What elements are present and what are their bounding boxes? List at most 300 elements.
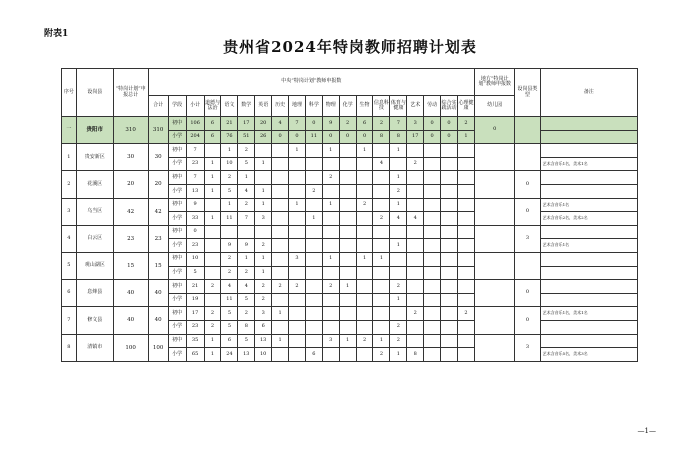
- row-subject-count: [305, 225, 322, 239]
- row-plan-total: 40: [113, 280, 148, 307]
- row-subject-count: [373, 307, 390, 321]
- row-subject-count: [289, 239, 306, 253]
- row-subject-count: [322, 320, 339, 334]
- row-subject-count: 7: [238, 212, 255, 226]
- row-subject-count: [457, 293, 474, 307]
- row-remark: [540, 171, 637, 185]
- row-subject-count: 1: [272, 307, 289, 321]
- row-subject-count: 4: [238, 184, 255, 198]
- row-subject-count: [339, 225, 356, 239]
- row-sum-total: 40: [148, 280, 168, 307]
- row-subject-count: [305, 280, 322, 294]
- row-subject-count: 2: [322, 280, 339, 294]
- row-kindergarten: [475, 144, 515, 171]
- row-subject-count: [305, 157, 322, 171]
- row-subject-count: [407, 184, 424, 198]
- row-subject-count: [356, 212, 373, 226]
- header-subject: 英语: [255, 96, 272, 117]
- row-stage: 初中: [168, 307, 186, 321]
- row-subject-count: 6: [204, 130, 221, 144]
- row-subject-count: 1: [238, 252, 255, 266]
- row-subject-count: [424, 320, 441, 334]
- row-subject-count: [441, 239, 458, 253]
- row-subject-count: [339, 171, 356, 185]
- row-subject-count: 2: [204, 280, 221, 294]
- row-stage: 初中: [168, 144, 186, 158]
- row-subject-count: [441, 171, 458, 185]
- row-subject-count: 3: [407, 117, 424, 131]
- row-post-type: [515, 117, 540, 144]
- row-county: 贵阳市: [76, 117, 113, 144]
- row-subject-count: [457, 252, 474, 266]
- row-subject-count: [407, 198, 424, 212]
- row-kindergarten: [475, 198, 515, 225]
- row-subject-count: [322, 184, 339, 198]
- row-subject-count: 2: [221, 171, 238, 185]
- recruitment-plan-table: [61, 68, 638, 362]
- row-subject-count: [339, 212, 356, 226]
- row-subject-count: [373, 280, 390, 294]
- row-subject-count: 1: [204, 171, 221, 185]
- row-subject-count: [356, 348, 373, 362]
- row-seq: 2: [62, 171, 77, 198]
- row-subject-count: 9: [238, 239, 255, 253]
- row-seq: 1: [62, 144, 77, 171]
- row-kindergarten: [475, 307, 515, 334]
- row-subject-count: 2: [255, 293, 272, 307]
- row-subject-count: [424, 144, 441, 158]
- row-remark: [540, 334, 637, 348]
- row-subject-count: [457, 157, 474, 171]
- row-subject-count: [339, 293, 356, 307]
- row-subject-count: [390, 266, 407, 280]
- row-subject-count: 1: [390, 293, 407, 307]
- row-subject-count: [289, 225, 306, 239]
- row-remark: [540, 320, 637, 334]
- row-subject-count: [407, 334, 424, 348]
- row-subject-count: 6: [204, 117, 221, 131]
- header-school-stage: 学段: [168, 96, 186, 117]
- row-subject-count: 1: [390, 171, 407, 185]
- row-remark: [540, 280, 637, 294]
- row-subject-count: 5: [238, 293, 255, 307]
- row-subject-count: [373, 198, 390, 212]
- header-subject: 劳动: [424, 96, 441, 117]
- row-subject-count: 1: [339, 280, 356, 294]
- table-row: [62, 334, 638, 348]
- row-subtotal: 10: [186, 252, 204, 266]
- row-subject-count: [441, 348, 458, 362]
- row-subject-count: [424, 334, 441, 348]
- row-subject-count: 10: [221, 157, 238, 171]
- row-subject-count: [457, 320, 474, 334]
- row-subject-count: 1: [204, 334, 221, 348]
- table-row: [62, 280, 638, 294]
- row-subject-count: [407, 252, 424, 266]
- row-subject-count: 11: [221, 212, 238, 226]
- row-subject-count: [441, 307, 458, 321]
- row-subject-count: [204, 225, 221, 239]
- row-subject-count: 1: [255, 198, 272, 212]
- row-subject-count: [356, 280, 373, 294]
- row-subject-count: [339, 320, 356, 334]
- row-stage: 初中: [168, 280, 186, 294]
- row-plan-total: 100: [113, 334, 148, 361]
- row-subject-count: [457, 212, 474, 226]
- row-subject-count: [407, 171, 424, 185]
- row-subject-count: [272, 198, 289, 212]
- row-county: 清镇市: [76, 334, 113, 361]
- row-subject-count: [356, 171, 373, 185]
- row-subject-count: [356, 184, 373, 198]
- row-subject-count: [289, 348, 306, 362]
- row-kindergarten: [475, 171, 515, 198]
- header-subject: 数学: [238, 96, 255, 117]
- header-subject: 体育与健康: [390, 96, 407, 117]
- row-subject-count: [305, 320, 322, 334]
- row-subject-count: 1: [373, 252, 390, 266]
- row-subject-count: [339, 157, 356, 171]
- document-title: 贵州省2024年特岗教师招聘计划表: [223, 38, 477, 56]
- row-subject-count: 1: [339, 334, 356, 348]
- table-row: [62, 198, 638, 212]
- row-subject-count: 2: [356, 334, 373, 348]
- row-subtotal: 21: [186, 280, 204, 294]
- row-subject-count: 1: [255, 266, 272, 280]
- row-subject-count: [204, 198, 221, 212]
- row-remark: 艺术含音乐1名: [540, 198, 637, 212]
- row-subject-count: 17: [238, 117, 255, 131]
- row-county: 息烽县: [76, 280, 113, 307]
- row-remark: [540, 184, 637, 198]
- header-subject: 语文: [221, 96, 238, 117]
- row-subject-count: [424, 280, 441, 294]
- row-stage: 初中: [168, 252, 186, 266]
- row-subject-count: 8: [373, 130, 390, 144]
- row-kindergarten: [475, 252, 515, 279]
- row-subject-count: 3: [255, 307, 272, 321]
- row-subject-count: 2: [457, 117, 474, 131]
- row-subtotal: 17: [186, 307, 204, 321]
- row-subject-count: [457, 334, 474, 348]
- row-subject-count: [424, 239, 441, 253]
- row-subject-count: [457, 280, 474, 294]
- row-sum-total: 23: [148, 225, 168, 252]
- header-subject: 化学: [339, 96, 356, 117]
- row-subject-count: 51: [238, 130, 255, 144]
- row-remark: 艺术含音乐1名: [540, 239, 637, 253]
- row-subject-count: [289, 334, 306, 348]
- row-subject-count: [441, 252, 458, 266]
- row-subtotal: 35: [186, 334, 204, 348]
- row-subject-count: 26: [255, 130, 272, 144]
- row-subject-count: 1: [204, 348, 221, 362]
- row-subject-count: 6: [255, 320, 272, 334]
- row-subject-count: 2: [457, 307, 474, 321]
- header-subject: 物理: [322, 96, 339, 117]
- row-subtotal: 204: [186, 130, 204, 144]
- row-subject-count: [322, 293, 339, 307]
- header-subject: 综合实践活动: [441, 96, 458, 117]
- row-stage: 小学: [168, 239, 186, 253]
- row-subject-count: 7: [289, 117, 306, 131]
- row-remark: [540, 130, 637, 144]
- header-central-group: 中央“特岗计划”教师申报数: [148, 69, 475, 96]
- row-subject-count: [441, 320, 458, 334]
- row-subject-count: 2: [221, 266, 238, 280]
- row-subject-count: 0: [356, 130, 373, 144]
- row-subject-count: 2: [373, 212, 390, 226]
- row-subject-count: [272, 184, 289, 198]
- row-subtotal: 65: [186, 348, 204, 362]
- row-subject-count: 1: [255, 157, 272, 171]
- row-subject-count: [322, 266, 339, 280]
- row-subject-count: [441, 266, 458, 280]
- row-subject-count: 0: [272, 130, 289, 144]
- row-subject-count: 9: [322, 117, 339, 131]
- row-sum-total: 42: [148, 198, 168, 225]
- row-subject-count: 2: [373, 348, 390, 362]
- row-subject-count: [356, 157, 373, 171]
- row-subject-count: [272, 293, 289, 307]
- row-stage: 初中: [168, 334, 186, 348]
- row-subject-count: 2: [356, 198, 373, 212]
- row-subject-count: 11: [305, 130, 322, 144]
- row-subject-count: [407, 266, 424, 280]
- row-subject-count: 11: [221, 293, 238, 307]
- row-county: 乌当区: [76, 198, 113, 225]
- table-row: [62, 144, 638, 158]
- row-subject-count: [373, 239, 390, 253]
- row-subject-count: 1: [322, 198, 339, 212]
- row-kindergarten: [475, 334, 515, 361]
- row-subject-count: 4: [238, 280, 255, 294]
- row-subject-count: 3: [322, 334, 339, 348]
- row-subject-count: 1: [373, 334, 390, 348]
- header-subject: 道德与法治: [204, 96, 221, 117]
- row-subject-count: [305, 171, 322, 185]
- row-post-type: [515, 144, 540, 171]
- row-subject-count: 1: [289, 144, 306, 158]
- row-subject-count: 1: [457, 130, 474, 144]
- row-subject-count: [390, 157, 407, 171]
- row-subtotal: 5: [186, 266, 204, 280]
- row-subject-count: [255, 171, 272, 185]
- row-subtotal: 23: [186, 239, 204, 253]
- row-subject-count: [441, 280, 458, 294]
- table-row: [62, 307, 638, 321]
- row-subject-count: 4: [407, 212, 424, 226]
- row-subject-count: [339, 252, 356, 266]
- row-subject-count: 5: [221, 320, 238, 334]
- row-subject-count: 3: [289, 252, 306, 266]
- row-subject-count: [457, 198, 474, 212]
- row-subject-count: 5: [221, 307, 238, 321]
- header-subject: 心理健康: [457, 96, 474, 117]
- row-subject-count: [407, 225, 424, 239]
- row-kindergarten: [475, 225, 515, 252]
- header-subject: 艺术: [407, 96, 424, 117]
- header-seq: 序号: [62, 69, 77, 117]
- row-subject-count: [424, 307, 441, 321]
- row-subject-count: 2: [289, 280, 306, 294]
- row-stage: 小学: [168, 348, 186, 362]
- row-subject-count: 1: [221, 144, 238, 158]
- row-subject-count: 4: [373, 157, 390, 171]
- row-subject-count: 1: [204, 157, 221, 171]
- row-subject-count: [424, 171, 441, 185]
- row-subject-count: 2: [390, 320, 407, 334]
- row-subject-count: 0: [339, 130, 356, 144]
- row-subject-count: [441, 184, 458, 198]
- row-subject-count: [457, 144, 474, 158]
- row-county: 花溪区: [76, 171, 113, 198]
- row-kindergarten: [475, 280, 515, 307]
- row-subject-count: [255, 144, 272, 158]
- row-subject-count: [272, 212, 289, 226]
- row-remark: [540, 117, 637, 131]
- row-subject-count: 13: [255, 334, 272, 348]
- row-subject-count: [373, 320, 390, 334]
- row-seq: 4: [62, 225, 77, 252]
- row-subject-count: 17: [407, 130, 424, 144]
- row-subject-count: [305, 252, 322, 266]
- row-subject-count: 2: [339, 117, 356, 131]
- row-subject-count: [441, 225, 458, 239]
- row-subject-count: [424, 348, 441, 362]
- row-plan-total: 15: [113, 252, 148, 279]
- row-subject-count: [339, 266, 356, 280]
- attachment-label: 附表1: [44, 29, 69, 39]
- row-subject-count: 4: [272, 117, 289, 131]
- row-seq: 一: [62, 117, 77, 144]
- row-subject-count: [322, 212, 339, 226]
- row-subject-count: [272, 239, 289, 253]
- header-county: 设岗县: [76, 69, 113, 117]
- row-stage: 初中: [168, 171, 186, 185]
- header-kindergarten: 幼儿园: [475, 96, 515, 117]
- row-stage: 小学: [168, 130, 186, 144]
- row-subject-count: [407, 144, 424, 158]
- row-subject-count: [272, 144, 289, 158]
- row-subject-count: [255, 225, 272, 239]
- row-subject-count: [272, 266, 289, 280]
- row-sum-total: 30: [148, 144, 168, 171]
- row-subject-count: [305, 266, 322, 280]
- row-subject-count: [441, 334, 458, 348]
- row-subject-count: 1: [272, 334, 289, 348]
- row-subject-count: [457, 239, 474, 253]
- row-subject-count: 1: [255, 184, 272, 198]
- row-seq: 7: [62, 307, 77, 334]
- row-stage: 小学: [168, 320, 186, 334]
- row-subject-count: [322, 157, 339, 171]
- row-subtotal: 9: [186, 198, 204, 212]
- row-subject-count: 2: [238, 266, 255, 280]
- row-subject-count: 1: [390, 239, 407, 253]
- row-subject-count: 0: [322, 130, 339, 144]
- row-subject-count: [305, 334, 322, 348]
- row-subject-count: 8: [390, 130, 407, 144]
- row-sum-total: 310: [148, 117, 168, 144]
- row-subject-count: 2: [373, 117, 390, 131]
- row-subject-count: 24: [221, 348, 238, 362]
- row-subject-count: 1: [356, 144, 373, 158]
- row-subject-count: 1: [390, 198, 407, 212]
- row-seq: 6: [62, 280, 77, 307]
- row-subject-count: [289, 157, 306, 171]
- row-subject-count: [407, 280, 424, 294]
- row-subject-count: 9: [221, 239, 238, 253]
- row-remark: 艺术含音乐1名，美术1名: [540, 307, 637, 321]
- row-remark: [540, 252, 637, 266]
- header-sum-total: 合计: [148, 96, 168, 117]
- row-subject-count: [339, 348, 356, 362]
- header-remarks: 备注: [540, 69, 637, 117]
- row-subject-count: 0: [441, 130, 458, 144]
- row-subject-count: [373, 225, 390, 239]
- row-subject-count: [457, 266, 474, 280]
- row-subject-count: 1: [289, 198, 306, 212]
- row-subject-count: 8: [407, 348, 424, 362]
- row-subject-count: [424, 198, 441, 212]
- row-subject-count: 10: [255, 348, 272, 362]
- row-subject-count: 1: [255, 252, 272, 266]
- row-subject-count: [289, 212, 306, 226]
- row-subject-count: [457, 348, 474, 362]
- row-subject-count: [272, 171, 289, 185]
- row-subject-count: [390, 307, 407, 321]
- row-subject-count: 1: [238, 171, 255, 185]
- row-seq: 5: [62, 252, 77, 279]
- row-subject-count: [356, 239, 373, 253]
- row-subject-count: 5: [221, 184, 238, 198]
- row-subject-count: 2: [390, 334, 407, 348]
- row-subject-count: [356, 293, 373, 307]
- row-remark: 艺术含音乐5名，美术3名: [540, 348, 637, 362]
- row-subtotal: 0: [186, 225, 204, 239]
- row-subject-count: [373, 144, 390, 158]
- row-subject-count: [204, 239, 221, 253]
- row-subject-count: [339, 184, 356, 198]
- row-subject-count: 76: [221, 130, 238, 144]
- row-subject-count: 3: [255, 212, 272, 226]
- row-subject-count: 2: [238, 307, 255, 321]
- row-subject-count: 2: [238, 198, 255, 212]
- row-subtotal: 23: [186, 320, 204, 334]
- row-seq: 3: [62, 198, 77, 225]
- row-stage: 小学: [168, 266, 186, 280]
- row-subtotal: 106: [186, 117, 204, 131]
- row-subject-count: [424, 293, 441, 307]
- row-stage: 初中: [168, 198, 186, 212]
- row-plan-total: 40: [113, 307, 148, 334]
- row-remark: [540, 144, 637, 158]
- row-subject-count: [289, 293, 306, 307]
- row-plan-total: 20: [113, 171, 148, 198]
- row-remark: 艺术含音乐2名，美术2名: [540, 212, 637, 226]
- row-subject-count: [441, 157, 458, 171]
- row-sum-total: 15: [148, 252, 168, 279]
- row-subject-count: 1: [305, 212, 322, 226]
- row-stage: 小学: [168, 293, 186, 307]
- row-subject-count: 2: [255, 280, 272, 294]
- row-subject-count: [441, 144, 458, 158]
- row-subject-count: [373, 184, 390, 198]
- row-subject-count: 2: [272, 280, 289, 294]
- row-county: 修文县: [76, 307, 113, 334]
- row-subject-count: 2: [407, 157, 424, 171]
